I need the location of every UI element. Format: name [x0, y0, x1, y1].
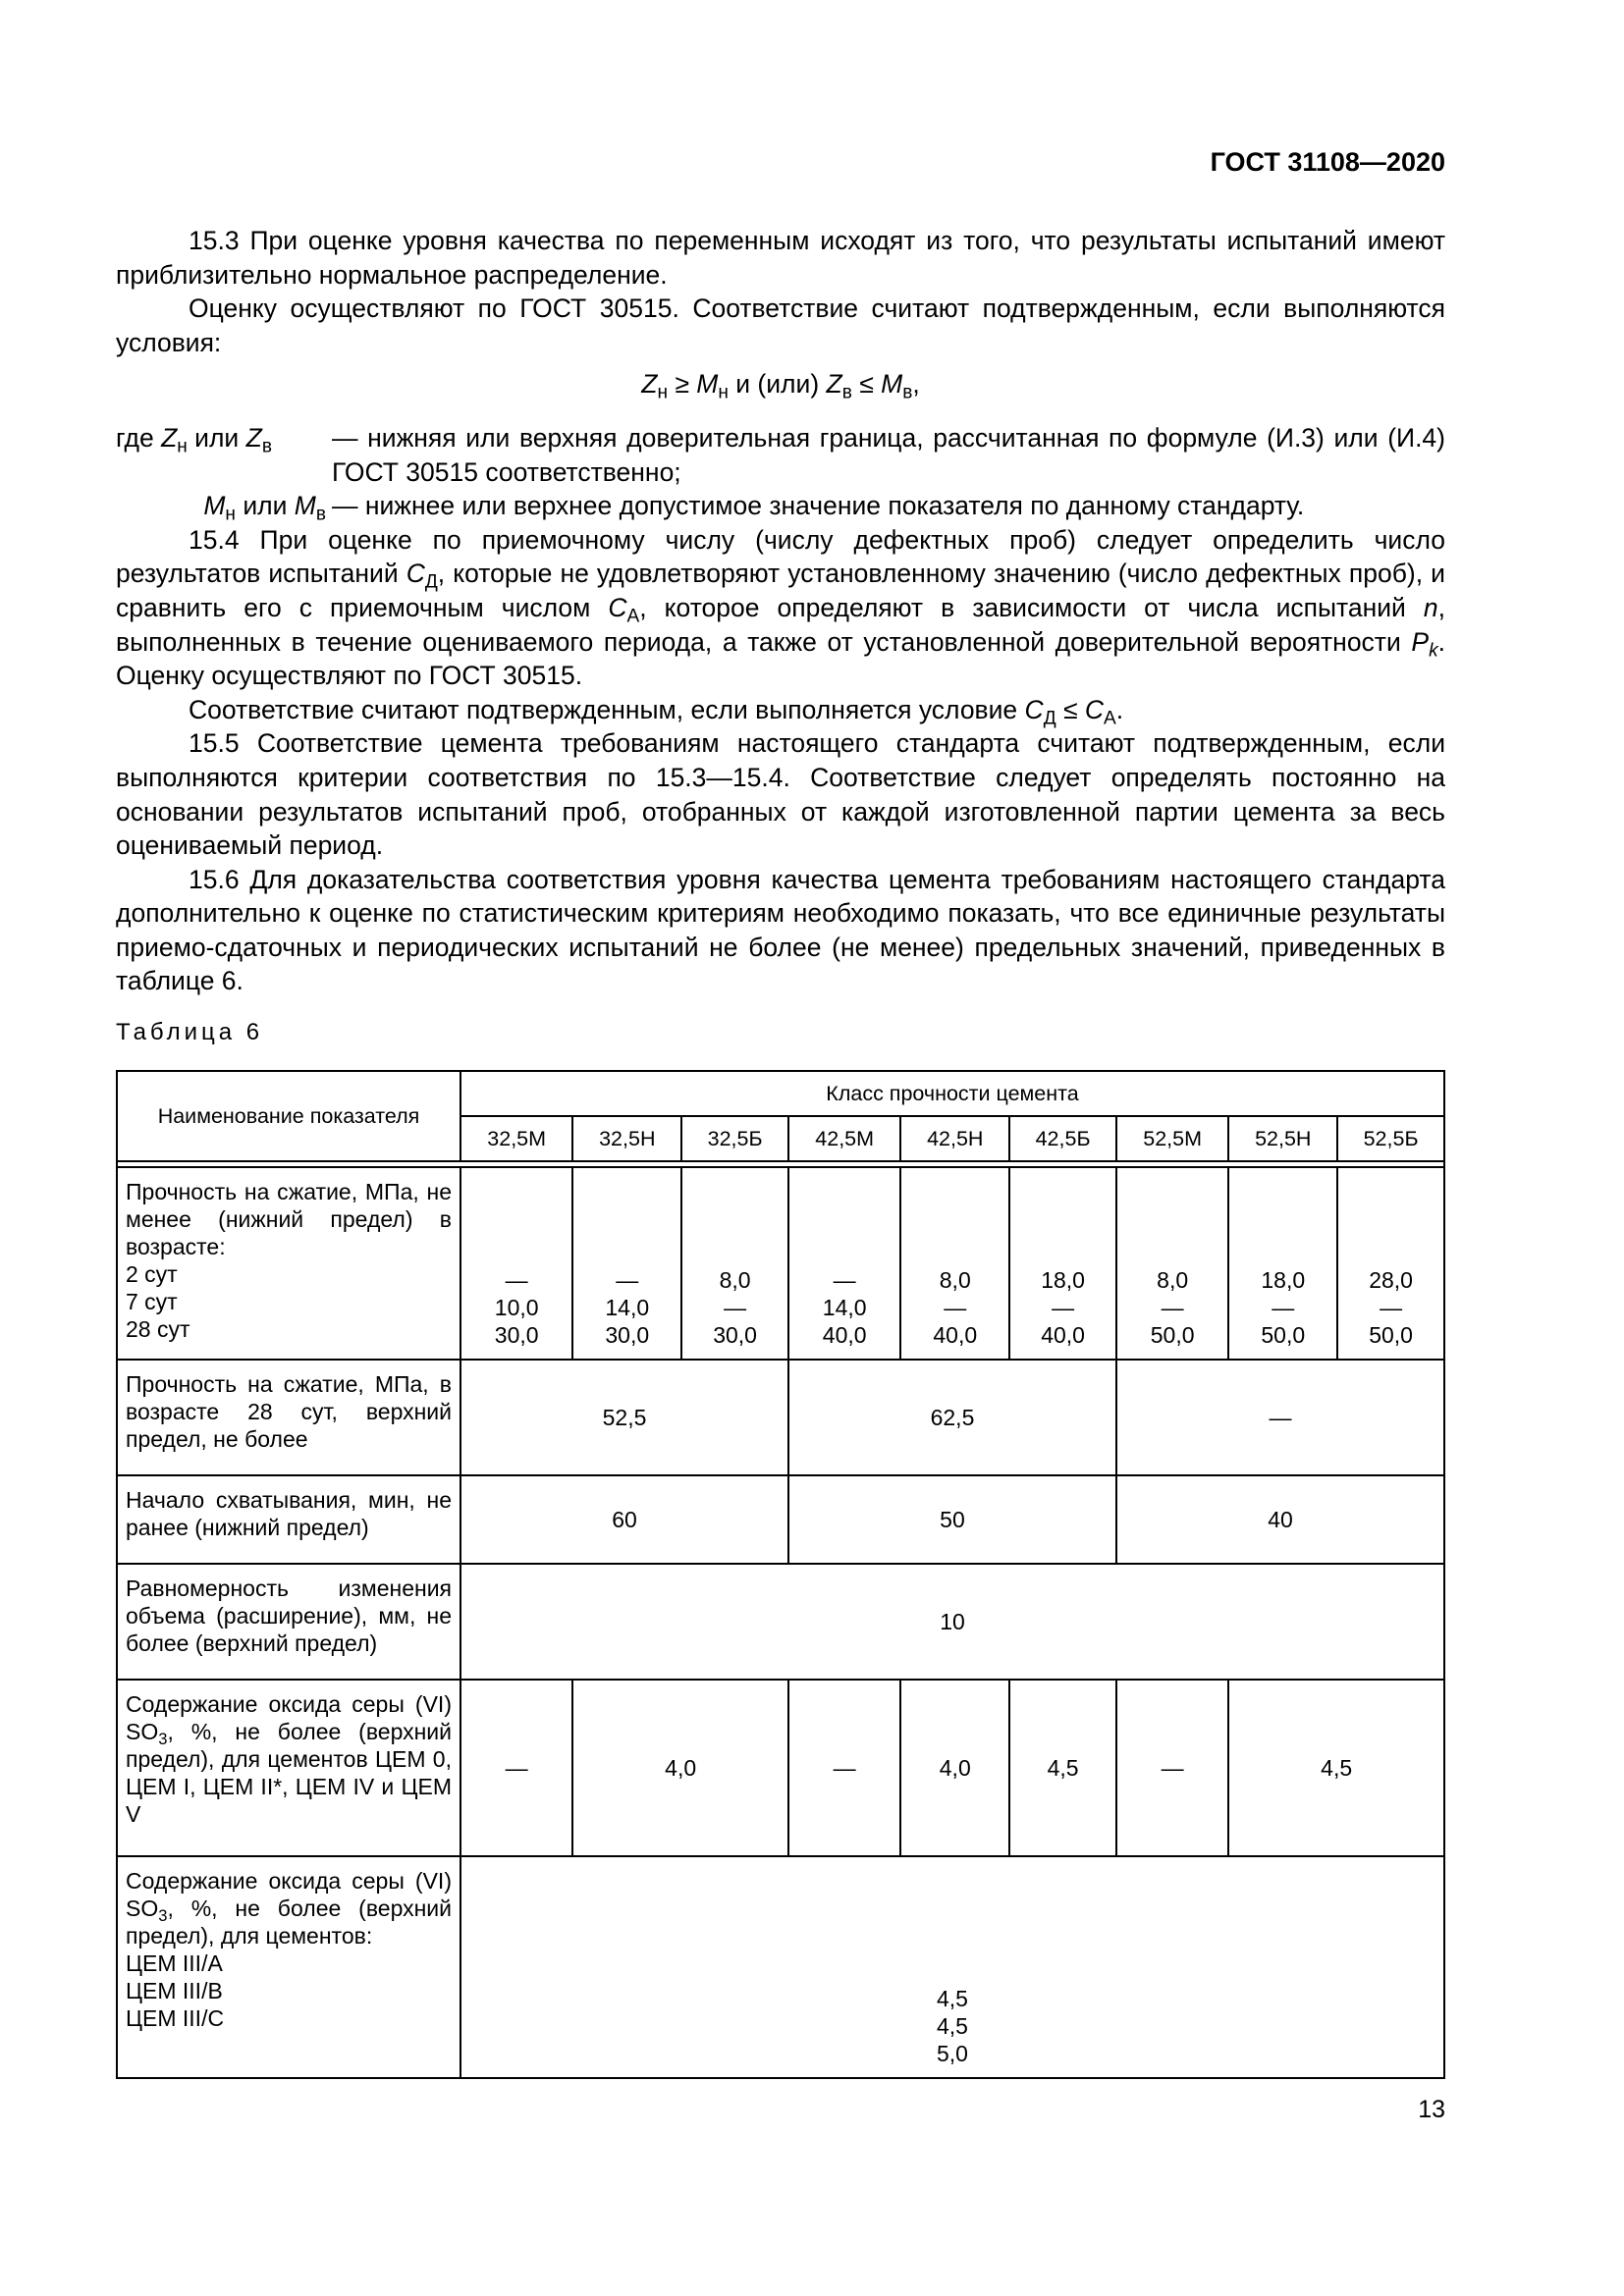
row-name-so3-cem3: Содержание оксида серы (VI) $SO_3$, %, не более (верхний предел), для цементов: ЦЕМ III/А ЦЕМ III/В ЦЕМ III/С	[117, 1856, 460, 2078]
column-header-class: Класс прочности цемента	[460, 1071, 1444, 1116]
value-cell: —	[1116, 1680, 1228, 1856]
legend-term-m: $M_н$ или $M_в$	[203, 491, 326, 525]
class-header: 42,5М	[788, 1116, 900, 1161]
page-number: 13	[1418, 2096, 1445, 2123]
value-cell: 28,0 — 50,0	[1337, 1167, 1444, 1360]
value-cell: 4,5 4,5 5,0	[460, 1856, 1444, 2078]
paragraph-15-4: 15.4 При оценке по приемочному числу (числу дефектных проб) следует определить число результатов испытаний $C_Д$, которые не удовлетворяют установленному значению (число дефектных проб), и сравнить его с приемочным числом $C_А$, которое определяют в зависимости от числа испытаний n, выполненных в течение оцениваемого периода, а также от установленной доверительной вероятности $P_k$. Оценку осуществляют по ГОСТ 30515.	[116, 524, 1445, 691]
paragraph-15-5: 15.5 Соответствие цемента требованиям настоящего стандарта считают подтвержденным, если выполняются критерии соответствия по 15.3—15.4. Соответствие следует определять постоянно на основании результатов испытаний проб, отобранных от каждой изготовленной партии цемента за весь оцениваемый период.	[116, 728, 1445, 861]
class-header: 42,5Н	[900, 1116, 1009, 1161]
value-cell: — 14,0 30,0	[572, 1167, 681, 1360]
class-header: 32,5Б	[681, 1116, 788, 1161]
value-cell: 4,5	[1009, 1680, 1116, 1856]
value-cell: 4,0	[900, 1680, 1009, 1856]
paragraph-15-3: 15.3 При оценке уровня качества по переменным исходят из того, что результаты испытаний имеют приблизительно нормальное распределение.	[116, 226, 1445, 290]
row-name-setting-time: Начало схватывания, мин, не ранее (нижний предел)	[117, 1475, 460, 1564]
class-header: 32,5М	[460, 1116, 572, 1161]
value-cell: 4,5	[1228, 1680, 1444, 1856]
value-cell: 4,0	[572, 1680, 788, 1856]
formula-legend	[116, 421, 1445, 523]
table-row	[117, 1475, 1444, 1564]
body-text	[116, 224, 1445, 998]
table-row	[117, 1856, 1444, 2078]
table-caption: Таблица 6	[116, 1019, 264, 1045]
table-6	[116, 1070, 1445, 2079]
table-row	[117, 1360, 1444, 1475]
value-cell: —	[788, 1680, 900, 1856]
value-cell: 40	[1116, 1475, 1444, 1564]
class-header: 42,5Б	[1009, 1116, 1116, 1161]
row-name-so3-general: Содержание оксида серы (VI) $SO_3$, %, не более (верхний предел), для цементов ЦЕМ 0, ЦЕМ I, ЦЕМ II*, ЦЕМ IV и ЦЕМ V	[117, 1680, 460, 1856]
class-header: 32,5Н	[572, 1116, 681, 1161]
legend-term-z: где $Z_н$ или $Z_в$	[116, 422, 272, 457]
row-name-soundness: Равномерность изменения объема (расширение), мм, не более (верхний предел)	[117, 1564, 460, 1680]
value-cell: 50	[788, 1475, 1116, 1564]
legend-def-z: — нижняя или верхняя доверительная граница, рассчитанная по формуле (И.3) или (И.4) ГОСТ 30515 соответственно;	[332, 422, 1445, 487]
class-header: 52,5М	[1116, 1116, 1228, 1161]
row-name-compressive-lower: Прочность на сжатие, МПа, не менее (нижний предел) в возрасте: 2 сут 7 сут 28 сут	[117, 1167, 460, 1360]
formula-and-or: и (или)	[735, 369, 820, 400]
paragraph-assessment: Оценку осуществляют по ГОСТ 30515. Соответствие считают подтвержденным, если выполняются условия:	[116, 294, 1445, 357]
table-row	[117, 1167, 1444, 1360]
class-header: 52,5Н	[1228, 1116, 1337, 1161]
value-cell: 18,0 — 40,0	[1009, 1167, 1116, 1360]
document-code-header: ГОСТ 31108—2020	[1210, 147, 1445, 177]
table-row	[117, 1680, 1444, 1856]
value-cell: 52,5	[460, 1360, 788, 1475]
value-cell: —	[1116, 1360, 1444, 1475]
value-cell: — 10,0 30,0	[460, 1167, 572, 1360]
paragraph-15-6: 15.6 Для доказательства соответствия уровня качества цемента требованиям настоящего стандарта дополнительно к оценке по статистическим критериям необходимо показать, что все единичные результаты приемо-сдаточных и периодических испытаний не более (не менее) предельных значений, приведенных в таблице 6.	[116, 864, 1445, 996]
conformity-formula: $Z_н \ge M_н$ и (или) $Z_в \le M_в$,	[641, 369, 920, 404]
table-row	[117, 1564, 1444, 1680]
value-cell: 60	[460, 1475, 788, 1564]
row-name-compressive-upper: Прочность на сжатие, МПа, в возрасте 28 сут, верхний предел, не более	[117, 1360, 460, 1475]
class-header: 52,5Б	[1337, 1116, 1444, 1161]
paragraph-condition: Соответствие считают подтвержденным, если выполняется условие $C_Д \le C_А$.	[189, 694, 1124, 729]
value-cell: 8,0 — 50,0	[1116, 1167, 1228, 1360]
column-header-name: Наименование показателя	[117, 1071, 460, 1161]
value-cell: 8,0 — 30,0	[681, 1167, 788, 1360]
value-cell: —	[460, 1680, 572, 1856]
value-cell: 62,5	[788, 1360, 1116, 1475]
value-cell: 18,0 — 50,0	[1228, 1167, 1337, 1360]
legend-def-m: — нижнее или верхнее допустимое значение показателя по данному стандарту.	[332, 491, 1305, 521]
value-cell: 8,0 — 40,0	[900, 1167, 1009, 1360]
value-cell: 10	[460, 1564, 1444, 1680]
value-cell: — 14,0 40,0	[788, 1167, 900, 1360]
